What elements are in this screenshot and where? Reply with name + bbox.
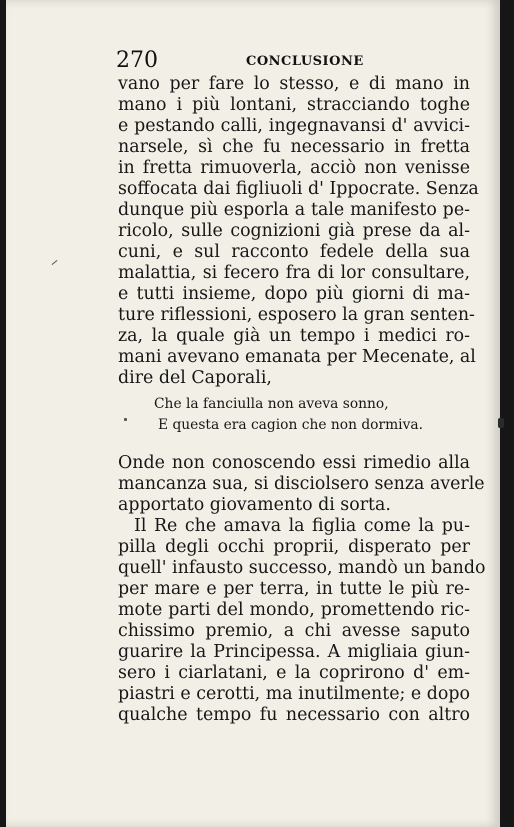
- page-edge-mark: [498, 418, 504, 428]
- paragraph-3: [118, 516, 486, 726]
- paper-speck: [51, 260, 57, 265]
- paragraph-1: [118, 74, 479, 389]
- text-line: Il Re che amava la figlia come la pu-: [134, 516, 470, 536]
- book-page: [6, 0, 500, 827]
- text-line: cuni, e sul racconto fedele della sua: [118, 242, 470, 262]
- text-line: mani avevano emanata per Mecenate, al: [118, 347, 476, 367]
- text-line: chissimo premio, a chi avesse saputo: [118, 621, 470, 641]
- text-line: ricolo, sulle cognizioni già prese da al-: [118, 221, 470, 241]
- text-line: dire del Caporali,: [118, 368, 272, 388]
- text-line: dunque più esporla a tale manifesto pe-: [118, 200, 470, 220]
- page-number: 270: [116, 48, 158, 73]
- text-line: guarire la Principessa. A migliaia giun-: [118, 642, 470, 662]
- text-line: qualche tempo fu necessario con altro: [118, 705, 470, 725]
- text-line: apportato giovamento di sorta.: [118, 495, 391, 515]
- text-line: e tutti insieme, dopo più giorni di ma-: [118, 284, 470, 304]
- text-line: mote parti del mondo, promettendo ric-: [118, 600, 470, 620]
- text-line: quell' infausto successo, mandò un bando: [118, 558, 486, 578]
- paper-speck: [124, 418, 127, 421]
- verse-quote: [154, 394, 423, 436]
- text-line: ture riflessioni, esposero la gran senten-: [118, 305, 475, 325]
- text-line: Onde non conoscendo essi rimedio alla: [118, 453, 470, 473]
- text-line: vano per fare lo stesso, e di mano in: [118, 74, 470, 94]
- text-line: per mare e per terra, in tutte le più re-: [118, 579, 470, 599]
- text-line: malattia, si fecero fra di lor consultare,: [118, 263, 470, 283]
- text-line: sero i ciarlatani, e la coprirono d' em-: [118, 663, 470, 683]
- text-line: in fretta rimuoverla, acciò non venisse: [118, 158, 470, 178]
- verse-line: Che la fanciulla non aveva sonno,: [154, 396, 389, 412]
- text-line: mancanza sua, si disciolsero senza averle: [118, 474, 485, 494]
- text-line: e pestando calli, ingegnavansi d' avvici-: [118, 116, 470, 136]
- text-line: pilla degli occhi proprii, disperato per: [118, 537, 470, 557]
- text-line: piastri e cerotti, ma inutilmente; e dopo: [118, 684, 470, 704]
- verse-line: E questa era cagion che non dormiva.: [158, 417, 423, 433]
- text-line: soffocata dai figliuoli d' Ippocrate. Senza: [118, 179, 479, 199]
- text-line: za, la quale già un tempo i medici ro-: [118, 326, 470, 346]
- paragraph-2: [118, 453, 485, 516]
- text-line: mano i più lontani, stracciando toghe: [118, 95, 470, 115]
- running-title: CONCLUSIONE: [246, 54, 364, 69]
- text-line: narsele, sì che fu necessario in fretta: [118, 137, 470, 157]
